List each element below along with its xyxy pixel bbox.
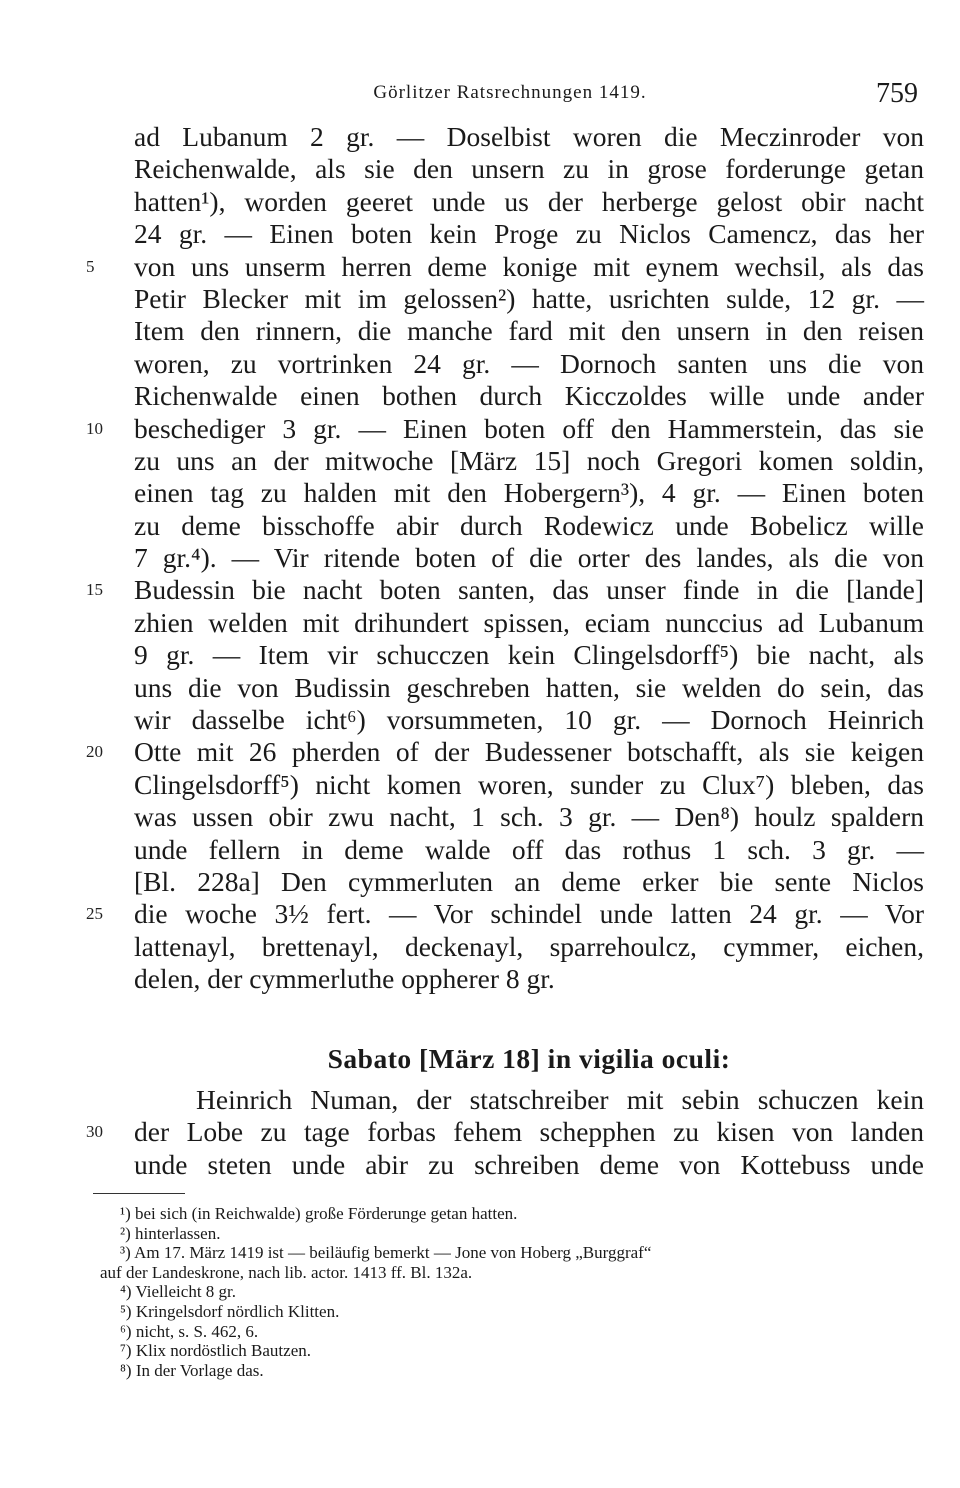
- footnote: ³) Am 17. März 1419 ist — beiläufig bemerkt — Jone von Hoberg „Burggraf“: [120, 1243, 652, 1263]
- line-text: zhien welden mit drihundert spissen, eciam nunccius ad Lubanum: [134, 606, 924, 638]
- line-text: 9 gr. — Item vir schucczen kein Clingelsdorff⁵) bie nacht, als: [134, 639, 924, 671]
- line-text: Reichenwalde, als sie den unsern zu in grose forderunge getan: [134, 153, 924, 185]
- running-title: Görlitzer Ratsrechnungen 1419.: [373, 82, 647, 103]
- line-text: wir dasselbe icht⁶) vorsummeten, 10 gr. — Dornoch Heinrich: [134, 704, 924, 736]
- text-line: [134, 801, 924, 833]
- footnote-rule: [93, 1193, 185, 1194]
- text-line: [134, 834, 924, 866]
- text-line: [86, 412, 924, 445]
- text-line: [134, 1084, 924, 1116]
- text-line: [134, 315, 924, 347]
- text-line: [86, 736, 924, 768]
- footnote: ²) hinterlassen.: [120, 1223, 221, 1243]
- line-text: von uns unserm herren deme konige mit eynem wechsil, als das: [134, 250, 924, 282]
- footnotes: [100, 1204, 920, 1380]
- page-number: 759: [876, 78, 918, 109]
- text-line: [134, 153, 924, 185]
- line-text: 7 gr.⁴). — Vir ritende boten of die orter des landes, als die von: [134, 542, 924, 574]
- line-text: unde fellern in deme walde off das rothus 1 sch. 3 gr. —: [134, 833, 924, 865]
- line-text: ad Lubanum 2 gr. — Doselbist woren die Meczinroder von: [134, 121, 924, 152]
- text-line: [134, 704, 924, 736]
- footnote: ⁵) Kringelsdorf nördlich Klitten.: [120, 1301, 340, 1321]
- line-number: 5: [86, 256, 95, 276]
- text-line: [134, 866, 924, 898]
- line-text: Otte mit 26 pherden of der Budessener botschafft, als sie keigen: [134, 736, 924, 768]
- footnote: ⁶) nicht, s. S. 462, 6.: [120, 1321, 259, 1341]
- line-text: die woche 3½ fert. — Vor schindel unde latten 24 gr. — Vor: [134, 898, 924, 930]
- text-line: [134, 477, 924, 509]
- footnote: ⁷) Klix nordöstlich Bautzen.: [120, 1341, 312, 1361]
- line-text: unde steten unde abir zu schreiben deme von Kottebuss unde: [134, 1148, 924, 1180]
- text-line: [86, 1116, 924, 1148]
- footnote: ⁴) Vielleicht 8 gr.: [120, 1282, 237, 1302]
- line-text: [Bl. 228a] Den cymmerluten an deme erker bie sente Niclos: [134, 865, 924, 897]
- running-head: [0, 78, 960, 114]
- line-number: 25: [86, 904, 103, 924]
- text-line: [134, 121, 924, 153]
- main-text: [86, 121, 924, 996]
- line-number: 20: [86, 742, 103, 762]
- line-text: einen tag zu halden mit den Hobergern³), 4 gr. — Einen boten: [134, 477, 924, 509]
- line-text: hatten¹), worden geeret unde us der herberge gelost obir nacht: [134, 185, 924, 217]
- line-text: 24 gr. — Einen boten kein Proge zu Niclos Camencz, das her: [134, 218, 924, 250]
- text-line: [134, 542, 924, 574]
- text-line: [134, 672, 924, 704]
- line-text: was ussen obir zwu nacht, 1 sch. 3 gr. — Den⁸) houlz spaldern: [134, 801, 924, 833]
- text-line: [134, 348, 924, 380]
- text-line: [134, 283, 924, 315]
- line-text: lattenayl, brettenayl, deckenayl, sparrehoulcz, cymmer, eichen,: [134, 930, 924, 962]
- text-line: [134, 380, 924, 412]
- text-line: [134, 445, 924, 477]
- line-text: woren, zu vortrinken 24 gr. — Dornoch santen uns die von: [134, 347, 924, 379]
- line-text: der Lobe zu tage forbas fehem schepphen zu kisen von landen: [134, 1116, 924, 1148]
- line-text: Clingelsdorff⁵) nicht komen woren, sunder zu Clux⁷) bleben, das: [134, 768, 924, 800]
- line-text: Heinrich Numan, der statschreiber mit sebin schuczen kein: [196, 1084, 924, 1115]
- line-text: Petir Blecker mit im gelossen²) hatte, usrichten sulde, 12 gr. —: [134, 282, 924, 314]
- text-line: [134, 769, 924, 801]
- text-line: [86, 574, 924, 606]
- text-line: [134, 510, 924, 542]
- line-text: Item den rinnern, die manche fard mit den unsern in den reisen: [134, 315, 924, 347]
- text-line: [134, 1149, 924, 1181]
- footnote: ¹) bei sich (in Reichwalde) große Förderunge getan hatten.: [120, 1204, 518, 1223]
- section-text: [86, 1084, 924, 1181]
- line-text: zu uns an der mitwoche [März 15] noch Gregori komen soldin,: [134, 444, 924, 476]
- text-line: [134, 639, 924, 671]
- line-number: 15: [86, 580, 103, 600]
- text-line: [134, 931, 924, 963]
- footnote: auf der Landeskrone, nach lib. actor. 1413 ff. Bl. 132a.: [100, 1262, 473, 1282]
- section-heading: Sabato [März 18] in vigilia oculi:: [327, 1043, 731, 1074]
- text-line: [86, 898, 924, 930]
- line-number: 30: [86, 1122, 103, 1142]
- line-text: Richenwalde einen bothen durch Kicczoldes wille unde ander: [134, 380, 924, 412]
- text-line: [134, 186, 924, 218]
- line-text: beschediger 3 gr. — Einen boten off den Hammerstein, das sie: [134, 412, 924, 444]
- line-number: 10: [86, 418, 103, 438]
- line-text: zu deme bisschoffe abir durch Rodewicz unde Bobelicz wille: [134, 509, 924, 541]
- text-line: [134, 963, 924, 995]
- footnote: ⁸) In der Vorlage das.: [120, 1360, 264, 1380]
- text-line: [86, 250, 924, 283]
- text-line: [134, 218, 924, 250]
- line-text: delen, der cymmerluthe oppherer 8 gr.: [134, 963, 555, 995]
- text-line: [134, 607, 924, 639]
- line-text: uns die von Budissin geschreben hatten, sie welden do sein, das: [134, 671, 924, 703]
- line-text: Budessin bie nacht boten santen, das unser finde in die [lande]: [134, 574, 924, 606]
